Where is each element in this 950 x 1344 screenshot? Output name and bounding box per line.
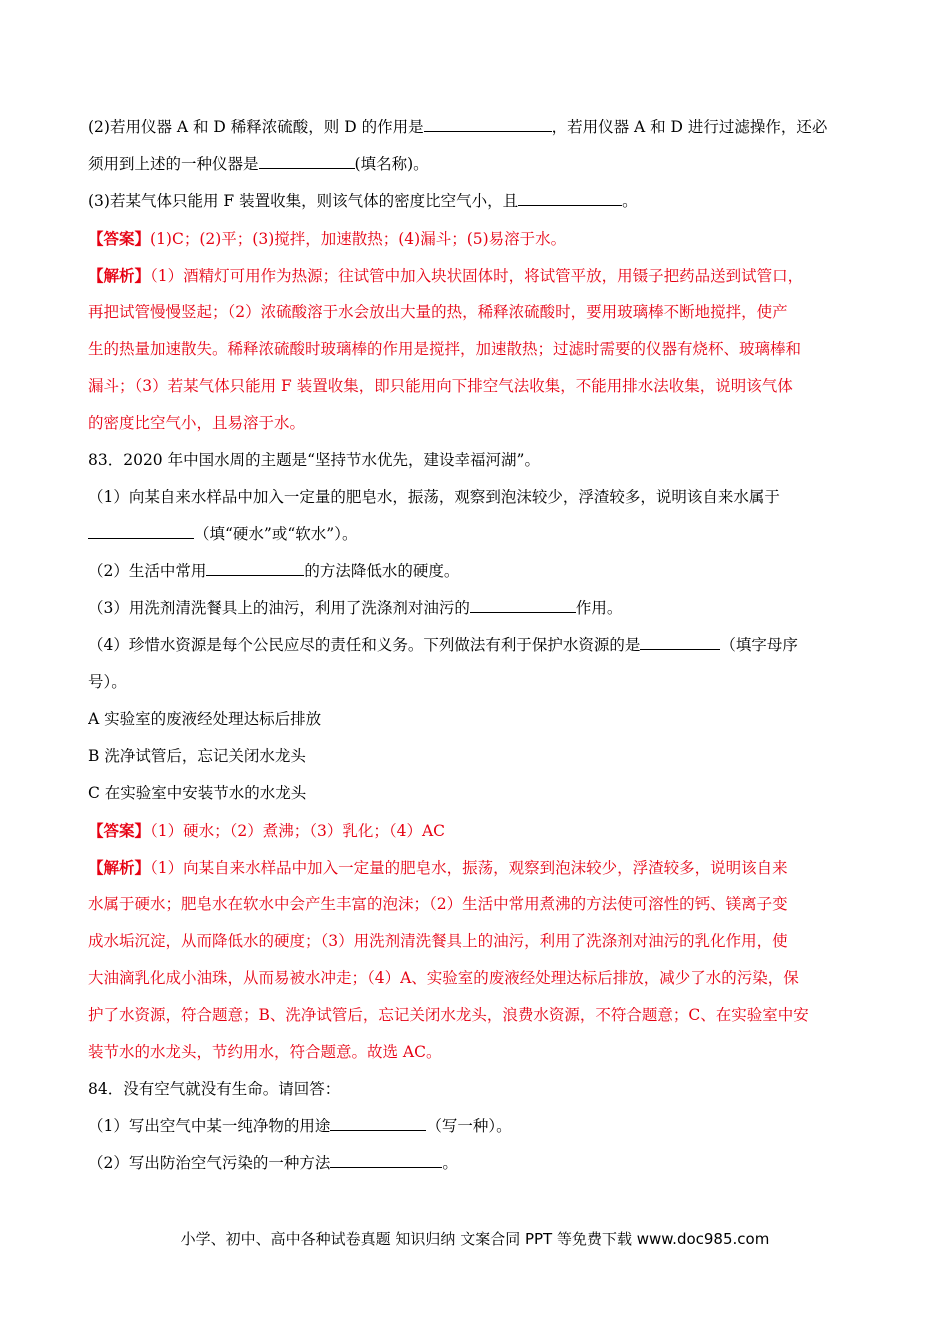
answer-blank <box>88 524 194 539</box>
q83-analysis-line: 【解析】（1）向某自来水样品中加入一定量的肥皂水，振荡，观察到泡沫较少，浮渣较多，说明该自来 <box>88 858 788 877</box>
q83-option-b: B 洗净试管后，忘记关闭水龙头 <box>88 747 306 765</box>
answer-tag: 【答案】 <box>88 229 151 248</box>
q83-part4-line2: 号）。 <box>88 673 127 691</box>
q83-stem: 83．2020 年中国水周的主题是“坚持节水优先，建设幸福河湖”。 <box>88 451 540 469</box>
q82-part3: (3)若某气体只能用 F 装置收集，则该气体的密度比空气小，且 。 <box>88 192 638 210</box>
analysis-tag: 【解析】 <box>88 858 151 877</box>
q82-answer: 【答案】(1)C；(2)平；(3)搅拌，加速散热；(4)漏斗；(5)易溶于水。 <box>88 229 567 248</box>
answer-blank <box>424 117 552 132</box>
answer-blank <box>640 635 720 650</box>
answer-blank <box>330 1153 442 1168</box>
q83-analysis-line: 水属于硬水；肥皂水在软水中会产生丰富的泡沫；（2）生活中常用煮沸的方法使可溶性的钙、镁离子变 <box>88 895 788 913</box>
q84-part1: （1）写出空气中某一纯净物的用途 （写一种）。 <box>88 1117 512 1135</box>
q83-part4-line1: （4）珍惜水资源是每个公民应尽的责任和义务。下列做法有利于保护水资源的是 （填字母序 <box>88 636 798 654</box>
answer-blank <box>470 598 576 613</box>
q82-analysis-line: 再把试管慢慢竖起；（2）浓硫酸溶于水会放出大量的热，稀释浓硫酸时，要用玻璃棒不断地搅拌，使产 <box>88 303 788 321</box>
analysis-tag: 【解析】 <box>88 266 151 285</box>
q83-part1-line1: （1）向某自来水样品中加入一定量的肥皂水，振荡，观察到泡沫较少，浮渣较多，说明该自来水属于 <box>88 488 780 506</box>
q83-analysis-line: 护了水资源，符合题意；B、洗净试管后，忘记关闭水龙头，浪费水资源，不符合题意；C、在实验室中安 <box>88 1006 809 1024</box>
answer-blank <box>518 191 622 206</box>
q84-stem: 84．没有空气就没有生命。请回答： <box>88 1080 341 1098</box>
answer-tag: 【答案】 <box>88 821 151 840</box>
q82-part2-line2: 须用到上述的一种仪器是 (填名称)。 <box>88 155 429 173</box>
q82-part2-line1: (2)若用仪器 A 和 D 稀释浓硫酸，则 D 的作用是 ，若用仪器 A 和 D 进行过滤操作，还必 <box>88 118 828 136</box>
q83-part2: （2）生活中常用 的方法降低水的硬度。 <box>88 562 460 580</box>
q84-part2: （2）写出防治空气污染的一种方法 。 <box>88 1154 458 1172</box>
answer-blank <box>206 561 304 576</box>
q83-part1-line2: （填“硬水”或“软水”）。 <box>88 516 862 553</box>
answer-blank <box>259 154 355 169</box>
q82-analysis-line: 的密度比空气小，且易溶于水。 <box>88 414 306 432</box>
q83-analysis-line: 大油滴乳化成小油珠，从而易被水冲走；（4）A、实验室的废液经处理达标后排放，减少了水的污染，保 <box>88 969 799 987</box>
q83-option-c: C 在实验室中安装节水的水龙头 <box>88 784 307 802</box>
page-footer: 小学、初中、高中各种试卷真题 知识归纳 文案合同 PPT 等免费下载 www.doc985.com <box>180 1230 770 1248</box>
q83-part3: （3）用洗剂清洗餐具上的油污，利用了洗涤剂对油污的 作用。 <box>88 599 623 617</box>
q83-option-a: A 实验室的废液经处理达标后排放 <box>88 710 322 728</box>
q83-analysis-line: 成水垢沉淀，从而降低水的硬度；（3）用洗剂清洗餐具上的油污，利用了洗涤剂对油污的乳化作用，使 <box>88 932 788 950</box>
document-body <box>88 109 862 1182</box>
q83-answer: 【答案】（1）硬水；（2）煮沸；（3）乳化；（4）AC <box>88 821 446 840</box>
q82-analysis-line: 【解析】（1）酒精灯可用作为热源；往试管中加入块状固体时，将试管平放，用镊子把药品送到试管口， <box>88 266 804 285</box>
q82-analysis-line: 漏斗；（3）若某气体只能用 F 装置收集，即只能用向下排空气法收集，不能用排水法收集，说明该气体 <box>88 377 793 395</box>
q83-analysis-line: 装节水的水龙头，节约用水，符合题意。故选 AC。 <box>88 1043 442 1061</box>
answer-blank <box>330 1116 426 1131</box>
q82-analysis-line: 生的热量加速散失。稀释浓硫酸时玻璃棒的作用是搅拌，加速散热；过滤时需要的仪器有烧杯、玻璃棒和 <box>88 340 802 358</box>
